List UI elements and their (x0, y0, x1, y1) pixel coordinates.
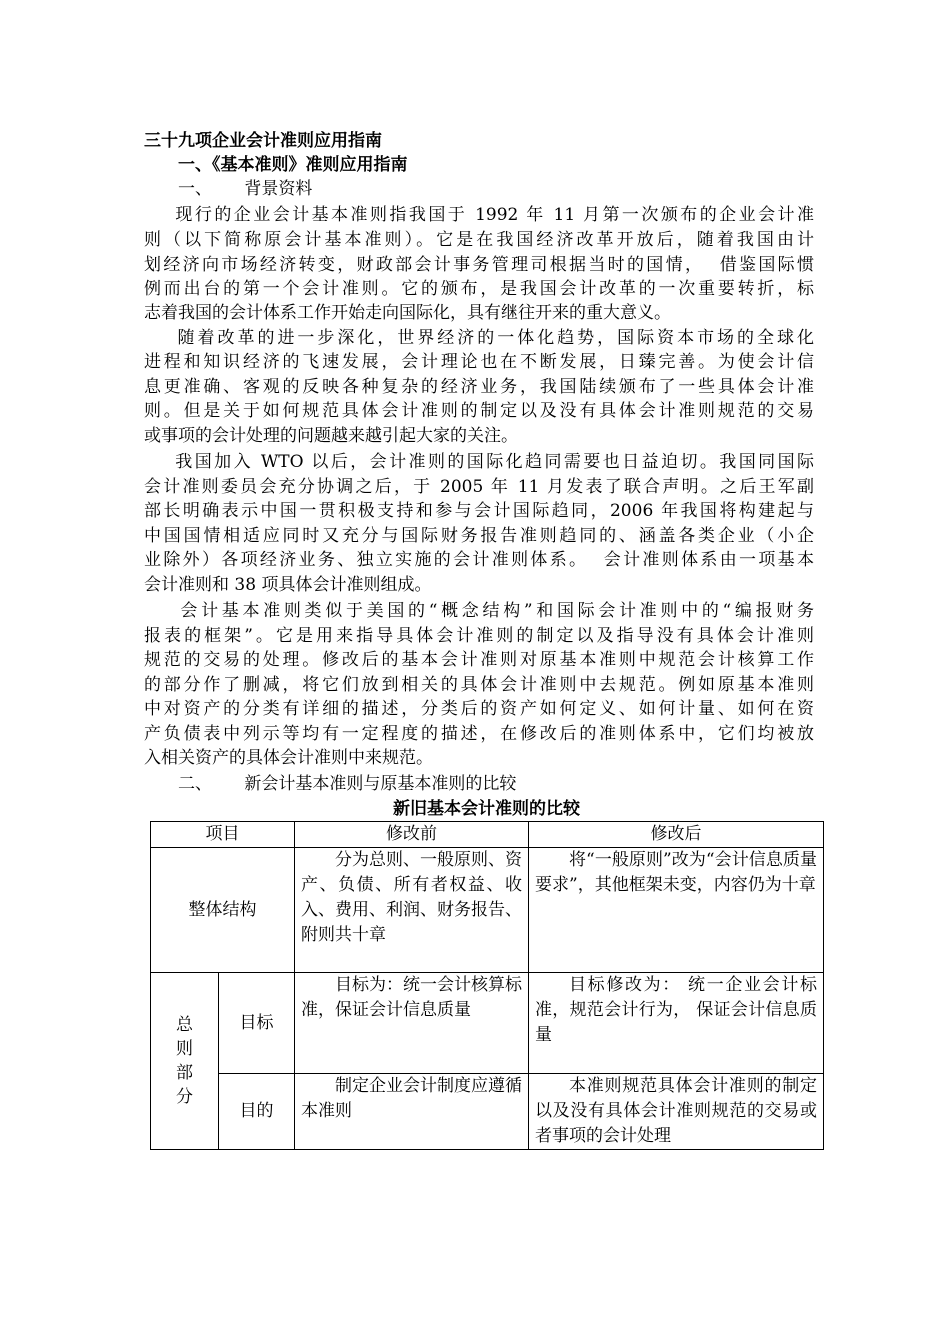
paragraph-line: 报表的框架”。它是用来指导具体会计准则的制定以及指导没有具体会计准则 (144, 626, 814, 646)
group-label (151, 973, 219, 1150)
cell-after (529, 848, 824, 973)
paragraph-line: 则（以下简称原会计基本准则）。它是在我国经济改革开放后，随着我国由计 (144, 230, 814, 250)
paragraph-line: 中国国情相适应同时又充分与国际财务报告准则趋同的、涵盖各类企业（小企 (144, 526, 814, 546)
cell-before (295, 848, 529, 973)
row-label: 目标 (219, 973, 295, 1074)
cell-after-text: 本准则规范具体会计准则的制定以及没有具体会计准则规范的交易或者事项的会计处理 (535, 1076, 817, 1146)
paragraph-line: 业除外）各项经济业务、独立实施的会计准则体系。 会计准则体系由一项基本 (144, 550, 814, 570)
paragraph-line: 划经济向市场经济转变，财政部会计事务管理司根据当时的国情， 借鉴国际惯 (144, 255, 814, 275)
document-subtitle: 一、《基本准则》准则应用指南 (178, 155, 408, 175)
paragraph-line: 进程和知识经济的飞速发展，会计理论也在不断发展，日臻完善。为使会计信 (144, 352, 814, 372)
paragraph-line: 息更准确、客观的反映各种复杂的经济业务，我国陆续颁布了一些具体会计准 (144, 377, 814, 397)
paragraph-line: 例而出台的第一个会计准则。它的颁布，是我国会计改革的一次重要转折，标 (144, 279, 814, 299)
section-heading-comparison: 二、 新会计基本准则与原基本准则的比较 (178, 774, 517, 794)
cell-before (295, 973, 529, 1074)
row-label: 目的 (219, 1074, 295, 1150)
table-row (151, 848, 824, 973)
table-header-row (151, 822, 824, 848)
table-row (151, 1074, 824, 1150)
paragraph-line: 的部分作了删减，将它们放到相关的具体会计准则中去规范。例如原基本准则 (144, 675, 814, 695)
paragraph-line: 志着我国的会计体系工作开始走向国际化，具有继往开来的重大意义。 (144, 303, 671, 323)
cell-after (529, 973, 824, 1074)
paragraph-line: 随着改革的进一步深化，世界经济的一体化趋势，国际资本市场的全球化 (144, 328, 814, 348)
paragraph-line: 产负债表中列示等均有一定程度的描述，在修改后的准则体系中，它们均被放 (144, 724, 814, 744)
cell-after-text: 将“一般原则”改为“会计信息质量要求”，其他框架未变，内容仍为十章 (535, 850, 817, 895)
paragraph-line: 则。但是关于如何规范具体会计准则的制定以及没有具体会计准则规范的交易 (144, 401, 814, 421)
group-label-text: 总则部分 (176, 1014, 193, 1107)
comparison-table (150, 821, 824, 1150)
cell-after (529, 1074, 824, 1150)
paragraph-line: 会计准则和 38 项具体会计准则组成。 (144, 575, 432, 595)
paragraph-line: 规范的交易的处理。修改后的基本会计准则对原基本准则中规范会计核算工作 (144, 650, 814, 670)
paragraph-line: 或事项的会计处理的问题越来越引起大家的关注。 (144, 426, 518, 446)
paragraph-line: 入相关资产的具体会计准则中来规范。 (144, 748, 433, 768)
table-caption: 新旧基本会计准则的比较 (393, 799, 580, 819)
document-title: 三十九项企业会计准则应用指南 (144, 131, 382, 151)
cell-before (295, 1074, 529, 1150)
table-row (151, 973, 824, 1074)
header-before: 修改前 (295, 822, 529, 848)
row-label: 整体结构 (151, 848, 295, 973)
paragraph-line: 会计基本准则类似于美国的“概念结构”和国际会计准则中的“编报财务 (144, 601, 814, 621)
paragraph-line: 我国加入 WTO 以后，会计准则的国际化趋同需要也日益迫切。我国同国际 (144, 452, 814, 472)
cell-before-text: 分为总则、一般原则、资产、负债、所有者权益、收入、费用、利润、财务报告、附则共十章 (301, 850, 522, 945)
cell-after-text: 目标修改为： 统一企业会计标准，规范会计行为， 保证会计信息质量 (535, 975, 817, 1045)
cell-before-text: 制定企业会计制度应遵循本准则 (301, 1076, 522, 1121)
cell-before-text: 目标为：统一会计核算标准，保证会计信息质量 (301, 975, 522, 1020)
paragraph-line: 中对资产的分类有详细的描述，分类后的资产如何定义、如何计量、如何在资 (144, 699, 814, 719)
header-after: 修改后 (529, 822, 824, 848)
paragraph-line: 会计准则委员会充分协调之后，于 2005 年 11 月发表了联合声明。之后王军副 (144, 477, 814, 497)
section-heading-background: 一、 背景资料 (178, 179, 313, 199)
paragraph-line: 部长明确表示中国一贯积极支持和参与会计国际趋同，2006 年我国将构建起与 (144, 501, 814, 521)
header-item: 项目 (151, 822, 295, 848)
paragraph-line: 现行的企业会计基本准则指我国于 1992 年 11 月第一次颁布的企业会计准 (144, 205, 814, 225)
